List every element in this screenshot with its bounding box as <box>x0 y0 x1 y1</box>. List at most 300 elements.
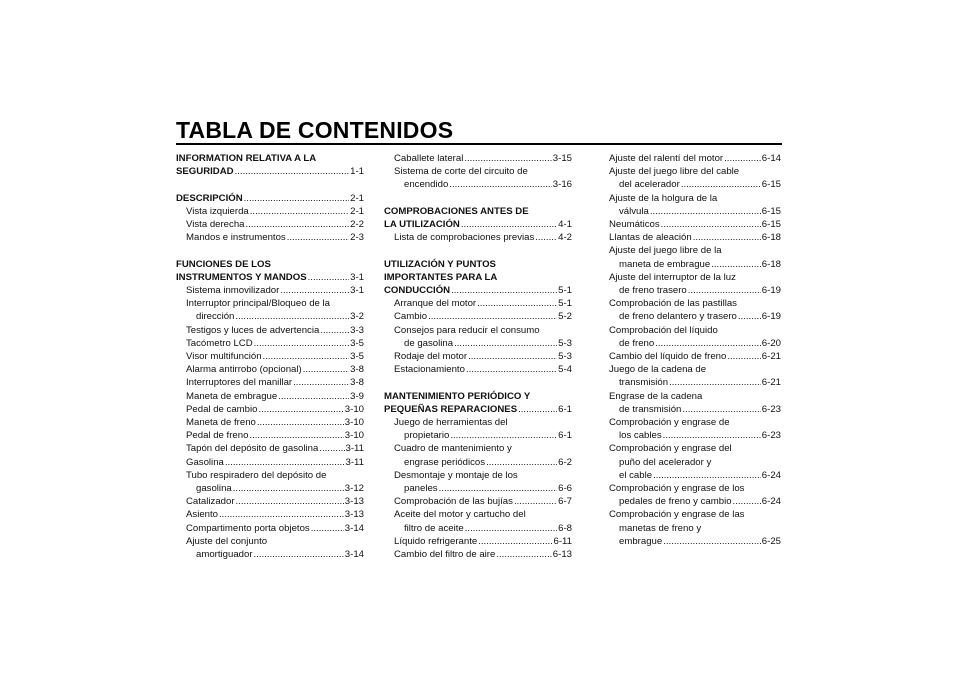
toc-line <box>384 416 572 429</box>
toc-entry[interactable] <box>176 403 364 416</box>
dot-leader <box>681 178 761 191</box>
toc-line <box>384 324 572 337</box>
toc-entry[interactable] <box>176 456 364 469</box>
page-number: 6-19 <box>761 285 781 297</box>
toc-entry[interactable] <box>599 508 781 548</box>
entry-title: Lista de comprobaciones previas <box>394 232 535 244</box>
toc-entry[interactable] <box>384 297 572 310</box>
page-number: 2-3 <box>350 232 364 244</box>
toc-line <box>176 231 364 244</box>
toc-line <box>176 324 364 337</box>
entry-title: Engrase de la cadena <box>609 390 703 402</box>
dot-leader <box>461 218 557 231</box>
toc-line <box>176 416 364 429</box>
section-title: MANTENIMIENTO PERIÓDICO Y <box>384 390 531 402</box>
entry-title: Ajuste de la holgura de la <box>609 192 718 204</box>
dot-leader <box>254 548 344 561</box>
toc-line <box>384 508 572 521</box>
dot-leader <box>486 456 557 469</box>
dot-leader <box>233 482 344 495</box>
toc-column-1 <box>176 152 364 561</box>
toc-line <box>384 152 572 165</box>
toc-line <box>176 350 364 363</box>
toc-column-3 <box>599 152 781 548</box>
dot-leader <box>278 390 349 403</box>
toc-entry[interactable] <box>384 324 572 350</box>
entry-title: Desmontaje y montaje de los <box>394 469 518 481</box>
toc-entry[interactable] <box>176 363 364 376</box>
page-number: 3-16 <box>552 179 572 191</box>
entry-title: dirección <box>196 311 235 323</box>
entry-title: Maneta de embrague <box>186 390 278 402</box>
entry-title: Mandos e instrumentos <box>186 232 286 244</box>
toc-section-heading[interactable] <box>176 192 364 205</box>
entry-title: Sistema inmovilizador <box>186 285 280 296</box>
toc-line <box>176 363 364 376</box>
section-title: COMPROBACIONES ANTES DE <box>384 205 529 217</box>
toc-line <box>176 271 364 284</box>
entry-title: válvula <box>619 205 649 217</box>
toc-section-heading[interactable] <box>384 258 572 298</box>
toc-line <box>176 442 364 455</box>
entry-title: Juego de la cadena de <box>609 364 707 376</box>
entry-title: Rodaje del motor <box>394 351 468 363</box>
toc-line <box>384 482 572 495</box>
toc-entry[interactable] <box>176 469 364 495</box>
dot-leader <box>518 403 557 416</box>
entry-title: Neumáticos <box>609 219 660 231</box>
entry-title: Sistema de corte del circuito de <box>394 166 528 178</box>
page-number: 3-8 <box>350 364 364 376</box>
dot-leader <box>250 205 349 218</box>
toc-line <box>599 390 781 403</box>
dot-leader <box>280 284 349 297</box>
toc-line <box>599 218 781 231</box>
page-number: 6-23 <box>761 430 781 442</box>
page-number: 6-15 <box>761 205 781 217</box>
entry-title: Arranque del motor <box>394 298 477 310</box>
toc-line <box>384 456 572 469</box>
entry-title: Cambio <box>394 311 428 323</box>
page-number: 2-2 <box>350 219 364 230</box>
dot-leader <box>258 403 343 416</box>
toc-entry[interactable] <box>599 416 781 442</box>
entry-title: el cable <box>619 469 653 481</box>
toc-entry[interactable] <box>599 271 781 297</box>
toc-line <box>384 258 572 271</box>
section-title: IMPORTANTES PARA LA <box>384 271 498 283</box>
toc-entry[interactable] <box>176 350 364 363</box>
entry-title: Comprobación y engrase de las <box>609 509 745 521</box>
page-number: 6-13 <box>552 549 572 561</box>
entry-title: Tacómetro LCD <box>186 337 253 349</box>
section-title: DESCRIPCIÓN <box>176 192 243 204</box>
entry-title: Líquido refrigerante <box>394 535 478 547</box>
toc-line <box>176 165 364 178</box>
toc-line <box>384 231 572 244</box>
toc-line <box>176 403 364 416</box>
section-gap <box>176 244 364 257</box>
page-number: 2-1 <box>350 192 364 204</box>
toc-line <box>599 165 781 178</box>
entry-title: engrase periódicos <box>404 456 486 468</box>
entry-title: paneles <box>404 483 438 495</box>
toc-line <box>384 535 572 548</box>
entry-title: Cuadro de mantenimiento y <box>394 443 512 455</box>
entry-title: Testigos y luces de advertencia <box>186 324 320 336</box>
page-number: 6-8 <box>558 522 572 534</box>
toc-line <box>384 271 572 284</box>
toc-entry[interactable] <box>176 522 364 535</box>
entry-title: Comprobación de las pastillas <box>609 298 737 310</box>
toc-line <box>599 192 781 205</box>
toc-line <box>176 297 364 310</box>
toc-line <box>176 482 364 495</box>
toc-line <box>384 284 572 297</box>
dot-leader <box>308 271 350 284</box>
toc-entry[interactable] <box>176 495 364 508</box>
dot-leader <box>477 297 557 310</box>
toc-line <box>384 429 572 442</box>
toc-entry[interactable] <box>176 429 364 442</box>
toc-line <box>599 363 781 376</box>
dot-leader <box>235 310 349 323</box>
page-number: 3-10 <box>344 430 364 442</box>
toc-entry[interactable] <box>384 535 572 548</box>
toc-entry[interactable] <box>599 482 781 508</box>
entry-title: de freno delantero y trasero <box>619 311 737 323</box>
entry-title: filtro de aceite <box>404 522 464 534</box>
page-number: 6-18 <box>761 232 781 244</box>
toc-entry[interactable] <box>384 469 572 495</box>
toc-section-heading[interactable] <box>176 152 364 178</box>
entry-title: Maneta de freno <box>186 417 256 429</box>
toc-line <box>599 284 781 297</box>
toc-entry[interactable] <box>599 231 781 244</box>
toc-line <box>384 297 572 310</box>
dot-leader <box>464 152 551 165</box>
page-number: 3-14 <box>344 522 364 534</box>
toc-entry[interactable] <box>384 310 572 323</box>
dot-leader <box>311 522 344 535</box>
dot-leader <box>682 403 760 416</box>
toc-entry[interactable] <box>599 350 781 363</box>
entry-title: Comprobación del líquido <box>609 324 718 336</box>
entry-title: de freno <box>619 337 655 349</box>
toc-entry[interactable] <box>384 231 572 244</box>
page-number: 6-14 <box>761 153 781 164</box>
toc-line <box>599 178 781 191</box>
toc-entry[interactable] <box>384 363 572 376</box>
page-number: 6-23 <box>761 403 781 415</box>
toc-entry[interactable] <box>599 244 781 270</box>
toc-entry[interactable] <box>599 390 781 416</box>
toc-line <box>384 390 572 403</box>
page-number: 5-1 <box>558 285 572 296</box>
toc-entry[interactable] <box>599 324 781 350</box>
toc-line <box>599 244 781 257</box>
toc-entry[interactable] <box>599 442 781 482</box>
toc-line <box>384 548 572 561</box>
section-title: UTILIZACIÓN Y PUNTOS <box>384 258 496 270</box>
toc-line <box>599 469 781 482</box>
entry-title: Llantas de aleación <box>609 232 692 244</box>
dot-leader <box>688 284 761 297</box>
dot-leader <box>661 218 761 231</box>
dot-leader <box>468 350 557 363</box>
section-gap <box>384 376 572 389</box>
toc-entry[interactable] <box>176 297 364 323</box>
toc-line <box>176 429 364 442</box>
dot-leader <box>465 522 557 535</box>
toc-line <box>384 469 572 482</box>
toc-section-heading[interactable] <box>176 258 364 284</box>
entry-title: Tapón del depósito de gasolina <box>186 443 319 455</box>
toc-entry[interactable] <box>384 165 572 191</box>
entry-title: pedales de freno y cambio <box>619 496 732 508</box>
page-number: 3-5 <box>350 351 364 363</box>
toc-entry[interactable] <box>599 152 781 165</box>
dot-leader <box>653 469 761 482</box>
toc-entry[interactable] <box>176 376 364 389</box>
toc-entry[interactable] <box>384 442 572 468</box>
dot-leader <box>727 350 760 363</box>
dot-leader <box>738 310 761 323</box>
toc-entry[interactable] <box>176 442 364 455</box>
toc-line <box>599 205 781 218</box>
toc-line <box>384 165 572 178</box>
dot-leader <box>514 495 557 508</box>
entry-title: Pedal de freno <box>186 430 249 442</box>
toc-line <box>384 310 572 323</box>
entry-title: Aceite del motor y cartucho del <box>394 509 526 521</box>
toc-entry[interactable] <box>176 508 364 521</box>
toc-entry[interactable] <box>599 218 781 231</box>
entry-title: Juego de herramientas del <box>394 417 508 429</box>
entry-title: Caballete lateral <box>394 153 464 164</box>
dot-leader <box>428 310 557 323</box>
page-number: 6-20 <box>761 337 781 349</box>
page-number: 6-1 <box>558 403 572 415</box>
toc-entry[interactable] <box>176 324 364 337</box>
entry-title: de freno trasero <box>619 285 687 297</box>
entry-title: los cables <box>619 430 662 442</box>
page-number: 3-10 <box>344 403 364 415</box>
page-number: 5-1 <box>558 298 572 310</box>
page-number: 3-1 <box>350 285 364 296</box>
toc-entry[interactable] <box>384 350 572 363</box>
toc-line <box>176 469 364 482</box>
page-number: 3-8 <box>350 377 364 389</box>
entry-title: Ajuste del juego libre del cable <box>609 166 740 178</box>
dot-leader <box>650 205 761 218</box>
page-number: 6-25 <box>761 535 781 547</box>
page-number: 3-12 <box>344 483 364 495</box>
toc-entry[interactable] <box>384 508 572 534</box>
page-number: 3-10 <box>344 417 364 429</box>
toc-entry[interactable] <box>176 337 364 350</box>
toc-line <box>176 508 364 521</box>
page-number: 3-1 <box>350 271 364 283</box>
page-number: 3-5 <box>350 337 364 349</box>
section-title: LA UTILIZACIÓN <box>384 219 460 230</box>
dot-leader <box>450 429 557 442</box>
page-number: 5-3 <box>558 337 572 349</box>
section-title: SEGURIDAD <box>176 166 234 178</box>
dot-leader <box>535 231 557 244</box>
page-number: 3-2 <box>350 311 364 323</box>
toc-line <box>599 482 781 495</box>
dot-leader <box>219 508 344 521</box>
toc-entry[interactable] <box>176 231 364 244</box>
toc-line <box>384 178 572 191</box>
toc-line <box>176 390 364 403</box>
toc-entry[interactable] <box>384 416 572 442</box>
toc-line <box>384 363 572 376</box>
section-gap <box>176 178 364 191</box>
toc-line <box>599 495 781 508</box>
section-title: FUNCIONES DE LOS <box>176 258 271 270</box>
toc-section-heading[interactable] <box>384 390 572 416</box>
entry-title: Cambio del filtro de aire <box>394 549 496 561</box>
entry-title: gasolina <box>196 483 232 495</box>
toc-line <box>384 442 572 455</box>
dot-leader <box>496 548 551 561</box>
section-title: INSTRUMENTOS Y MANDOS <box>176 271 307 283</box>
toc-line <box>176 376 364 389</box>
toc-entry[interactable] <box>176 218 364 231</box>
toc-line <box>176 522 364 535</box>
toc-entry[interactable] <box>599 192 781 218</box>
toc-line <box>599 350 781 363</box>
toc-entry[interactable] <box>176 205 364 218</box>
entry-title: puño del acelerador y <box>619 456 712 468</box>
entry-title: Tubo respiradero del depósito de <box>186 469 327 481</box>
toc-line <box>176 535 364 548</box>
dot-leader <box>303 363 349 376</box>
entry-title: maneta de embrague <box>619 258 711 270</box>
toc-section-heading[interactable] <box>384 205 572 231</box>
toc-line <box>384 205 572 218</box>
dot-leader <box>663 535 761 548</box>
entry-title: amortiguador <box>196 549 253 561</box>
toc-line <box>176 205 364 218</box>
page-number: 3-14 <box>344 549 364 561</box>
entry-title: de transmisión <box>619 403 682 415</box>
toc-entry[interactable] <box>176 416 364 429</box>
page-number: 3-15 <box>552 153 572 164</box>
entry-title: Estacionamiento <box>394 364 465 376</box>
title-rule <box>176 143 782 145</box>
toc-entry[interactable] <box>384 495 572 508</box>
entry-title: Gasolina <box>186 456 224 468</box>
page-number: 3-13 <box>344 496 364 508</box>
toc-entry[interactable] <box>176 535 364 561</box>
page-number: 6-6 <box>558 483 572 495</box>
entry-title: Ajuste del interruptor de la luz <box>609 271 736 283</box>
dot-leader <box>319 442 344 455</box>
toc-line <box>384 218 572 231</box>
toc-entry[interactable] <box>599 165 781 191</box>
dot-leader <box>287 231 349 244</box>
entry-title: Pedal de cambio <box>186 403 258 415</box>
toc-line <box>384 495 572 508</box>
dot-leader <box>320 324 349 337</box>
toc-entry[interactable] <box>384 548 572 561</box>
toc-line <box>599 297 781 310</box>
page-number: 6-24 <box>761 469 781 481</box>
dot-leader <box>235 165 350 178</box>
dot-leader <box>451 284 557 297</box>
dot-leader <box>693 231 761 244</box>
dot-leader <box>454 337 557 350</box>
page-number: 3-3 <box>350 324 364 336</box>
page-number: 6-19 <box>761 311 781 323</box>
toc-entry[interactable] <box>599 297 781 323</box>
toc-line <box>176 258 364 271</box>
page-number: 6-21 <box>761 351 781 363</box>
entry-title: Vista izquierda <box>186 205 249 217</box>
dot-leader <box>663 429 761 442</box>
page-number: 3-11 <box>345 443 364 455</box>
toc-line <box>176 310 364 323</box>
dot-leader <box>478 535 552 548</box>
toc-entry[interactable] <box>599 363 781 389</box>
dot-leader <box>263 350 350 363</box>
page-number: 3-11 <box>345 456 364 468</box>
toc-entry[interactable] <box>176 284 364 297</box>
toc-line <box>599 258 781 271</box>
entry-title: Interruptores del manillar <box>186 377 293 389</box>
toc-entry[interactable] <box>384 152 572 165</box>
toc-line <box>599 442 781 455</box>
page-number: 2-1 <box>350 205 364 217</box>
dot-leader <box>236 495 344 508</box>
dot-leader <box>225 456 345 469</box>
toc-line <box>599 231 781 244</box>
page-number: 6-15 <box>761 219 781 231</box>
toc-line <box>599 522 781 535</box>
dot-leader <box>293 376 349 389</box>
toc-line <box>599 271 781 284</box>
dot-leader <box>724 152 761 165</box>
entry-title: embrague <box>619 535 663 547</box>
page-number: 6-2 <box>558 456 572 468</box>
entry-title: Ajuste del ralentí del motor <box>609 153 724 164</box>
section-title: INFORMATION RELATIVA A LA <box>176 153 317 164</box>
dot-leader <box>244 192 349 205</box>
page-number: 5-2 <box>558 311 572 323</box>
entry-title: transmisión <box>619 377 669 389</box>
dot-leader <box>257 416 344 429</box>
page-title: TABLA DE CONTENIDOS <box>176 117 454 143</box>
toc-line <box>176 495 364 508</box>
entry-title: Cambio del líquido de freno <box>609 351 727 363</box>
section-title: PEQUEÑAS REPARACIONES <box>384 403 518 415</box>
entry-title: Comprobación de las bujías <box>394 496 513 508</box>
toc-line <box>599 376 781 389</box>
section-gap <box>384 192 572 205</box>
dot-leader <box>246 218 350 231</box>
toc-line <box>599 508 781 521</box>
entry-title: Vista derecha <box>186 219 245 230</box>
toc-entry[interactable] <box>176 390 364 403</box>
dot-leader <box>711 258 761 271</box>
entry-title: Asiento <box>186 509 218 521</box>
entry-title: Comprobación y engrase de los <box>609 483 745 495</box>
dot-leader <box>254 337 349 350</box>
page-number: 6-15 <box>761 179 781 191</box>
